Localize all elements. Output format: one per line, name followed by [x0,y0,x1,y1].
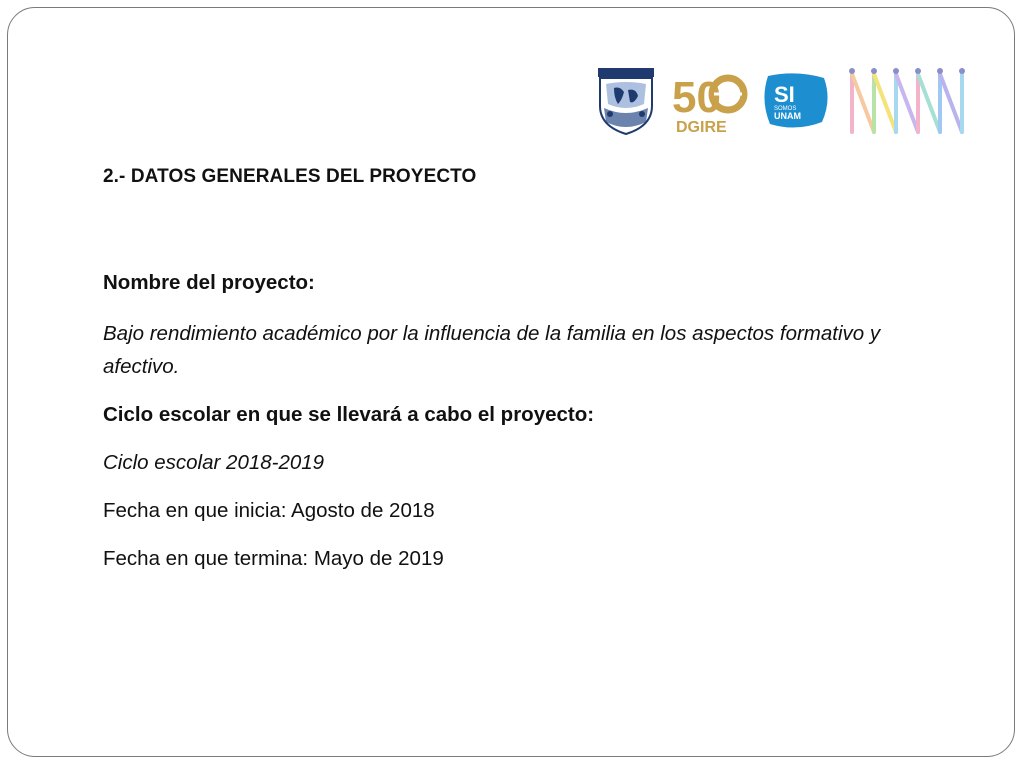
cycle-value: Ciclo escolar 2018-2019 [103,451,325,474]
dgire-number: 50 [672,73,721,122]
unam-shield-logo [594,66,658,136]
decorative-stripes-logo [844,66,974,136]
dgire-text: DGIRE [676,119,727,136]
dgire-50-logo [670,66,750,136]
logo-bar [590,64,980,138]
si-text: SI [774,82,795,107]
slide-content [103,166,933,590]
somos-unam-logo [760,70,832,132]
si-subtext-1: SOMOS [774,106,797,112]
si-subtext-2: UNAM [774,111,801,121]
project-name-label: Nombre del proyecto: [103,271,315,294]
end-date: Fecha en que termina: Mayo de 2019 [103,547,444,570]
project-name-value: Bajo rendimiento académico por la influencia de la familia en los aspectos formativo y afectivo. [103,322,881,378]
section-title: 2.- DATOS GENERALES DEL PROYECTO [103,166,477,187]
start-date: Fecha en que inicia: Agosto de 2018 [103,499,435,522]
cycle-label: Ciclo escolar en que se llevará a cabo el proyecto: [103,403,595,426]
